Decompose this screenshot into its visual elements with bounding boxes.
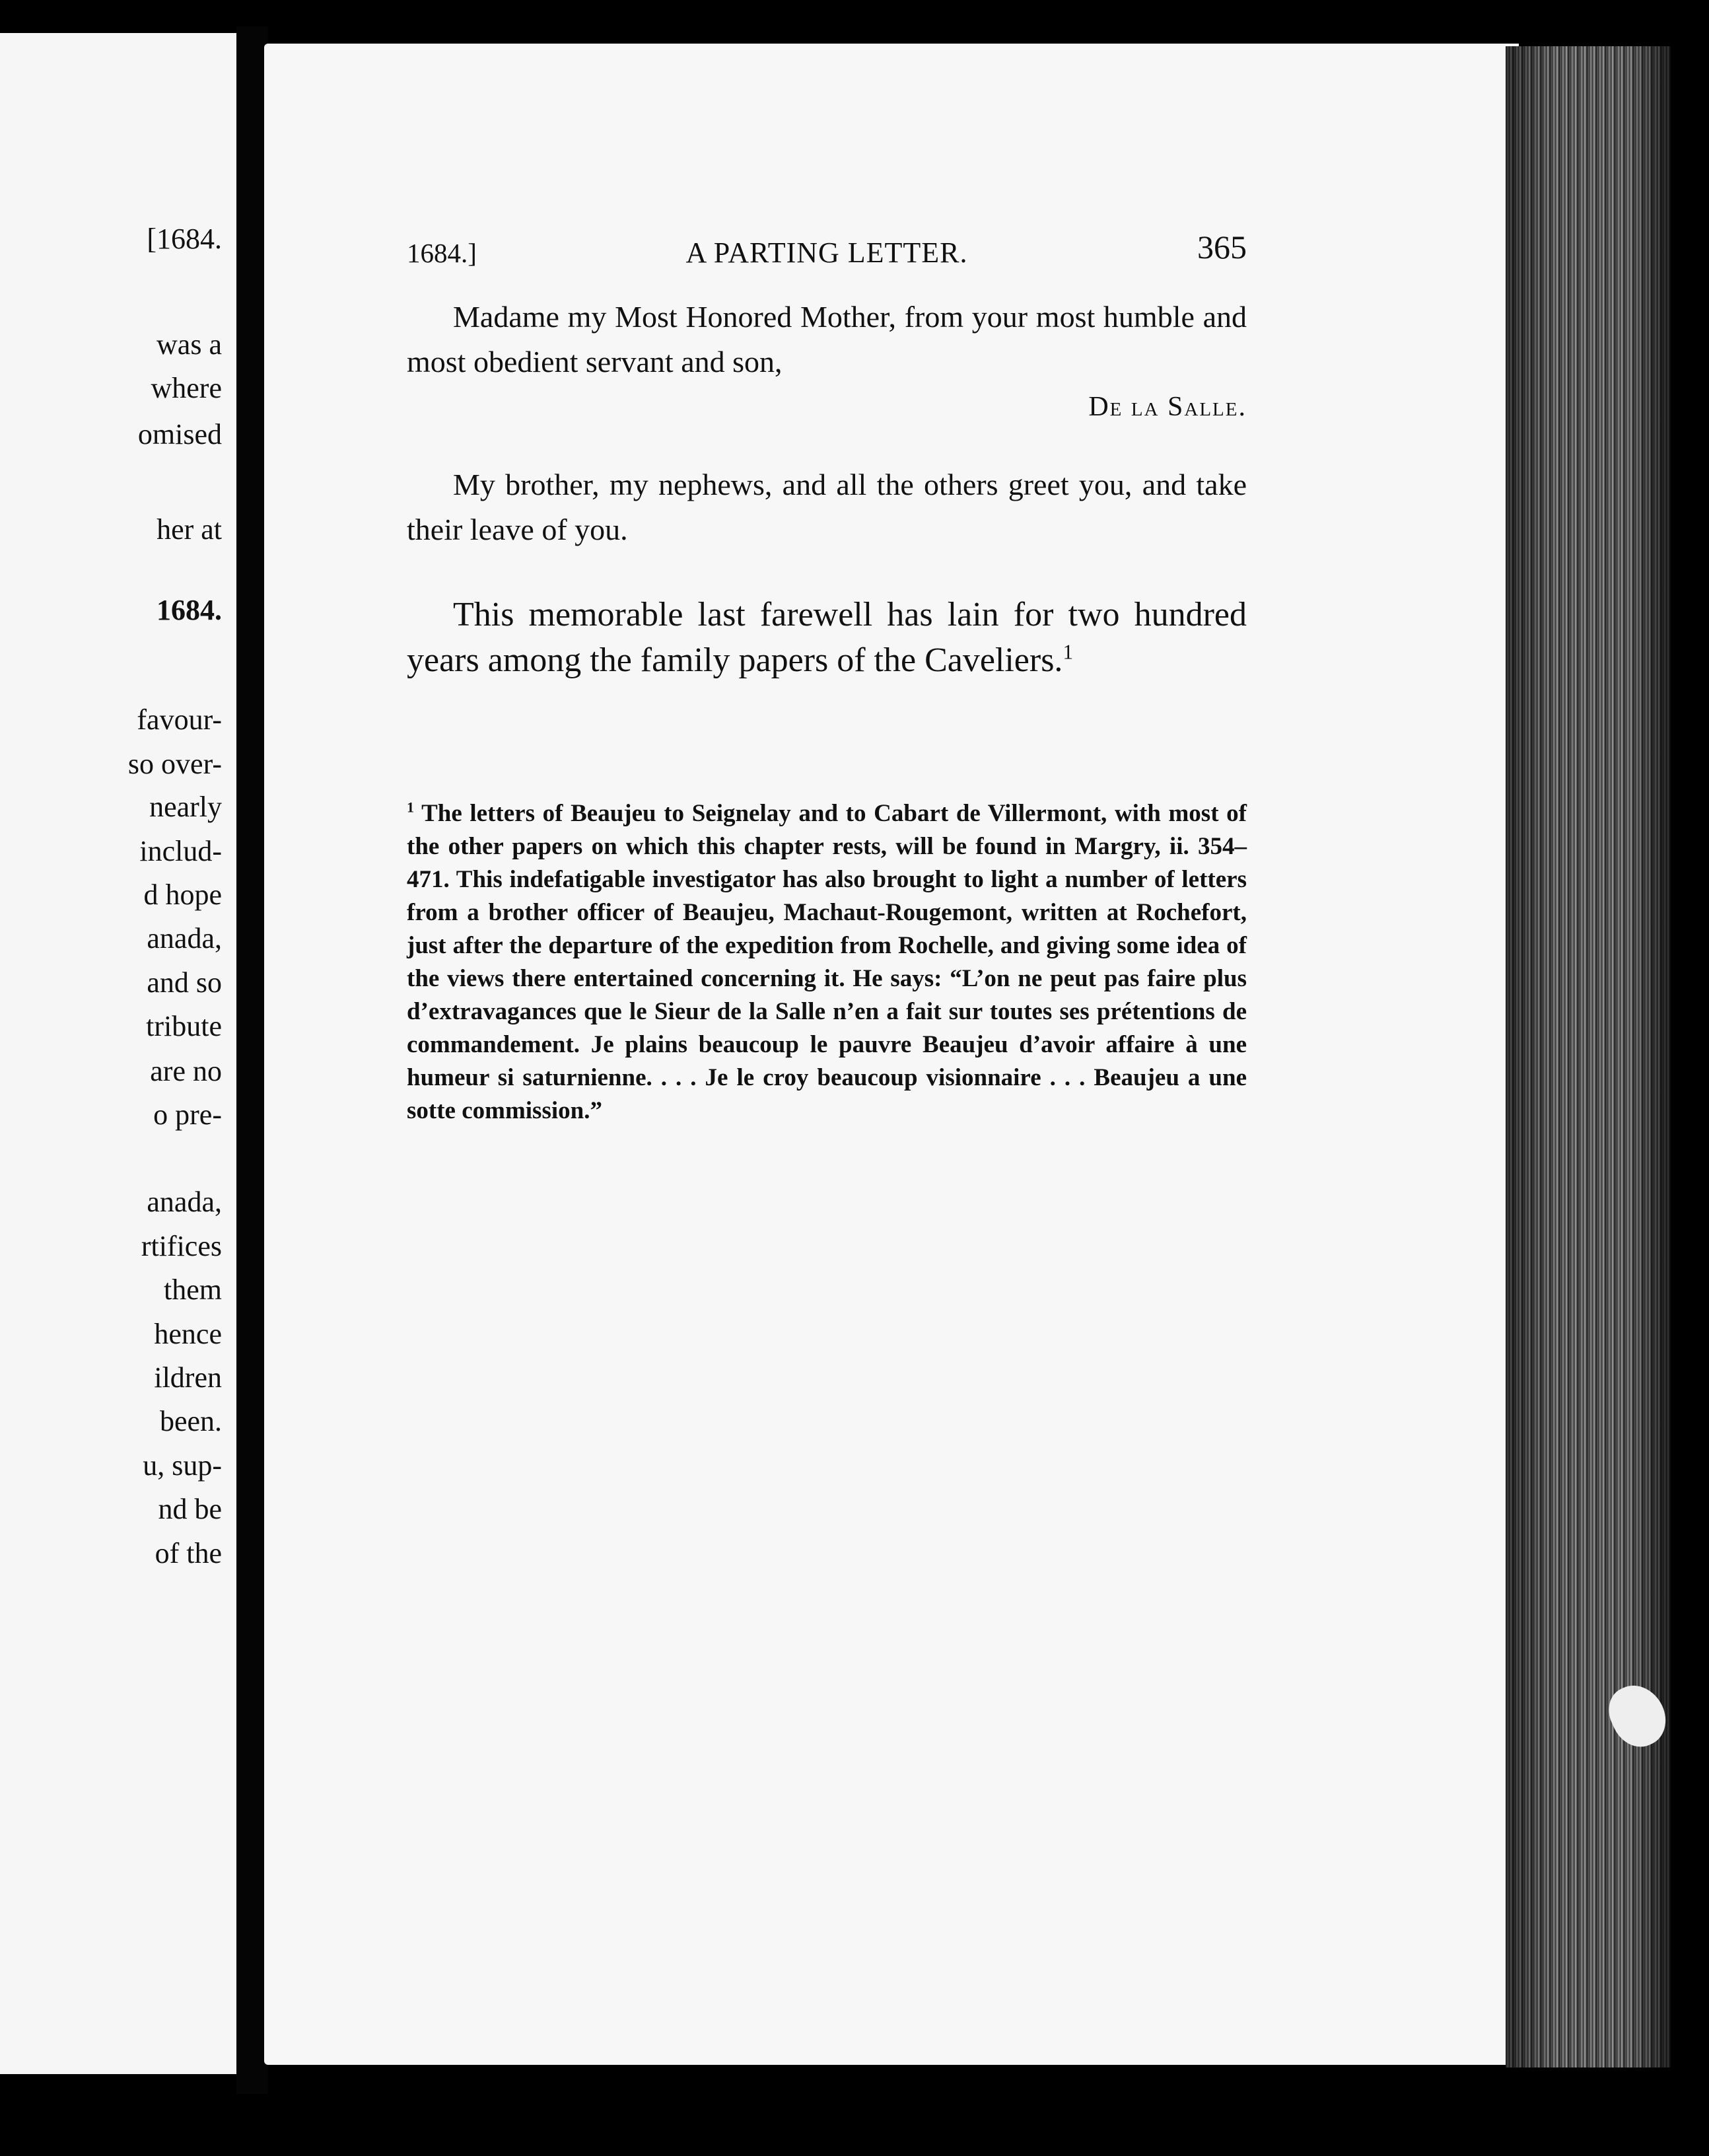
postscript-text: My brother, my nephews, and all the others greet you, and take their leave of you. — [407, 468, 1247, 546]
narrative-text: This memorable last farewell has lain for two hundred years among the family papers of the Caveliers. — [407, 596, 1247, 679]
left-fragment: are no — [150, 1055, 222, 1087]
letter-closing — [407, 295, 1247, 429]
left-fragment: been. — [159, 1405, 222, 1437]
left-fragment: her at — [157, 513, 222, 546]
book-gutter — [236, 26, 268, 2094]
narrative-paragraph — [407, 592, 1247, 683]
left-fragment: o pre- — [153, 1098, 222, 1131]
left-fragment: them — [164, 1274, 222, 1306]
left-fragment: rtifices — [141, 1230, 222, 1262]
footnote-text: The letters of Beaujeu to Seignelay and to Cabart de Villermont, with most of the other papers on which this chapter rests, will be found in Margry, ii. 354–471. This indefatigable investigator has also brought to light a number of letters from a brother officer of Beaujeu, Machaut-Rougemont, written at Rochefort, just after the departure of the expedition from Rochelle, and giving some idea of the views there entertained concerning it. He says: “L’on ne peut pas faire plus d’extravagances que le Sieur de la Salle n’en a fait sur toutes ses prétentions de commandement. Je plains beaucoup le pauvre Beaujeu d’avoir affaire à une humeur si saturnienne. . . . Je le croy beaucoup visionnaire . . . Beaujeu a une sotte commission.” — [407, 800, 1247, 1124]
left-fragment: 1684. — [157, 594, 222, 626]
left-fragment: and so — [147, 966, 222, 999]
page-fore-edge — [1506, 46, 1671, 2067]
left-fragment: was a — [157, 328, 222, 361]
closing-line: Madame my Most Honored Mother, from your most humble and most obedient servant and son, — [407, 300, 1247, 378]
footnote-reference: 1 — [1063, 640, 1074, 664]
page-number: 365 — [1197, 229, 1247, 266]
left-fragment: [1684. — [147, 223, 222, 255]
footnote-text-wrap — [407, 797, 1247, 1128]
left-fragment: includ- — [139, 835, 222, 867]
left-fragment: omised — [137, 418, 222, 450]
left-fragment: of the — [155, 1537, 222, 1569]
left-fragment: where — [151, 372, 222, 404]
left-fragment: d hope — [143, 879, 222, 911]
left-fragment: favour- — [137, 703, 222, 736]
header-year: 1684.] — [407, 238, 477, 268]
running-header — [407, 228, 1247, 274]
left-fragment: anada, — [147, 922, 222, 954]
signature-text: De la Salle. — [1088, 392, 1247, 422]
header-title: A PARTING LETTER. — [685, 236, 968, 269]
left-fragment: nearly — [149, 791, 222, 823]
footnote — [407, 773, 1247, 1152]
left-fragment: so over- — [127, 748, 222, 780]
left-fragment: anada, — [147, 1186, 222, 1218]
left-fragment: tribute — [146, 1010, 222, 1042]
narrative-text-wrap — [407, 592, 1247, 683]
left-fragment: hence — [154, 1318, 222, 1350]
left-fragment: u, sup- — [143, 1449, 222, 1482]
footnote-marker: 1 — [407, 799, 415, 816]
facing-page-fragment — [0, 33, 236, 2074]
signature — [407, 384, 1247, 429]
letter-postscript — [407, 462, 1247, 552]
left-fragment: ildren — [154, 1361, 222, 1394]
left-fragment: nd be — [158, 1493, 222, 1525]
